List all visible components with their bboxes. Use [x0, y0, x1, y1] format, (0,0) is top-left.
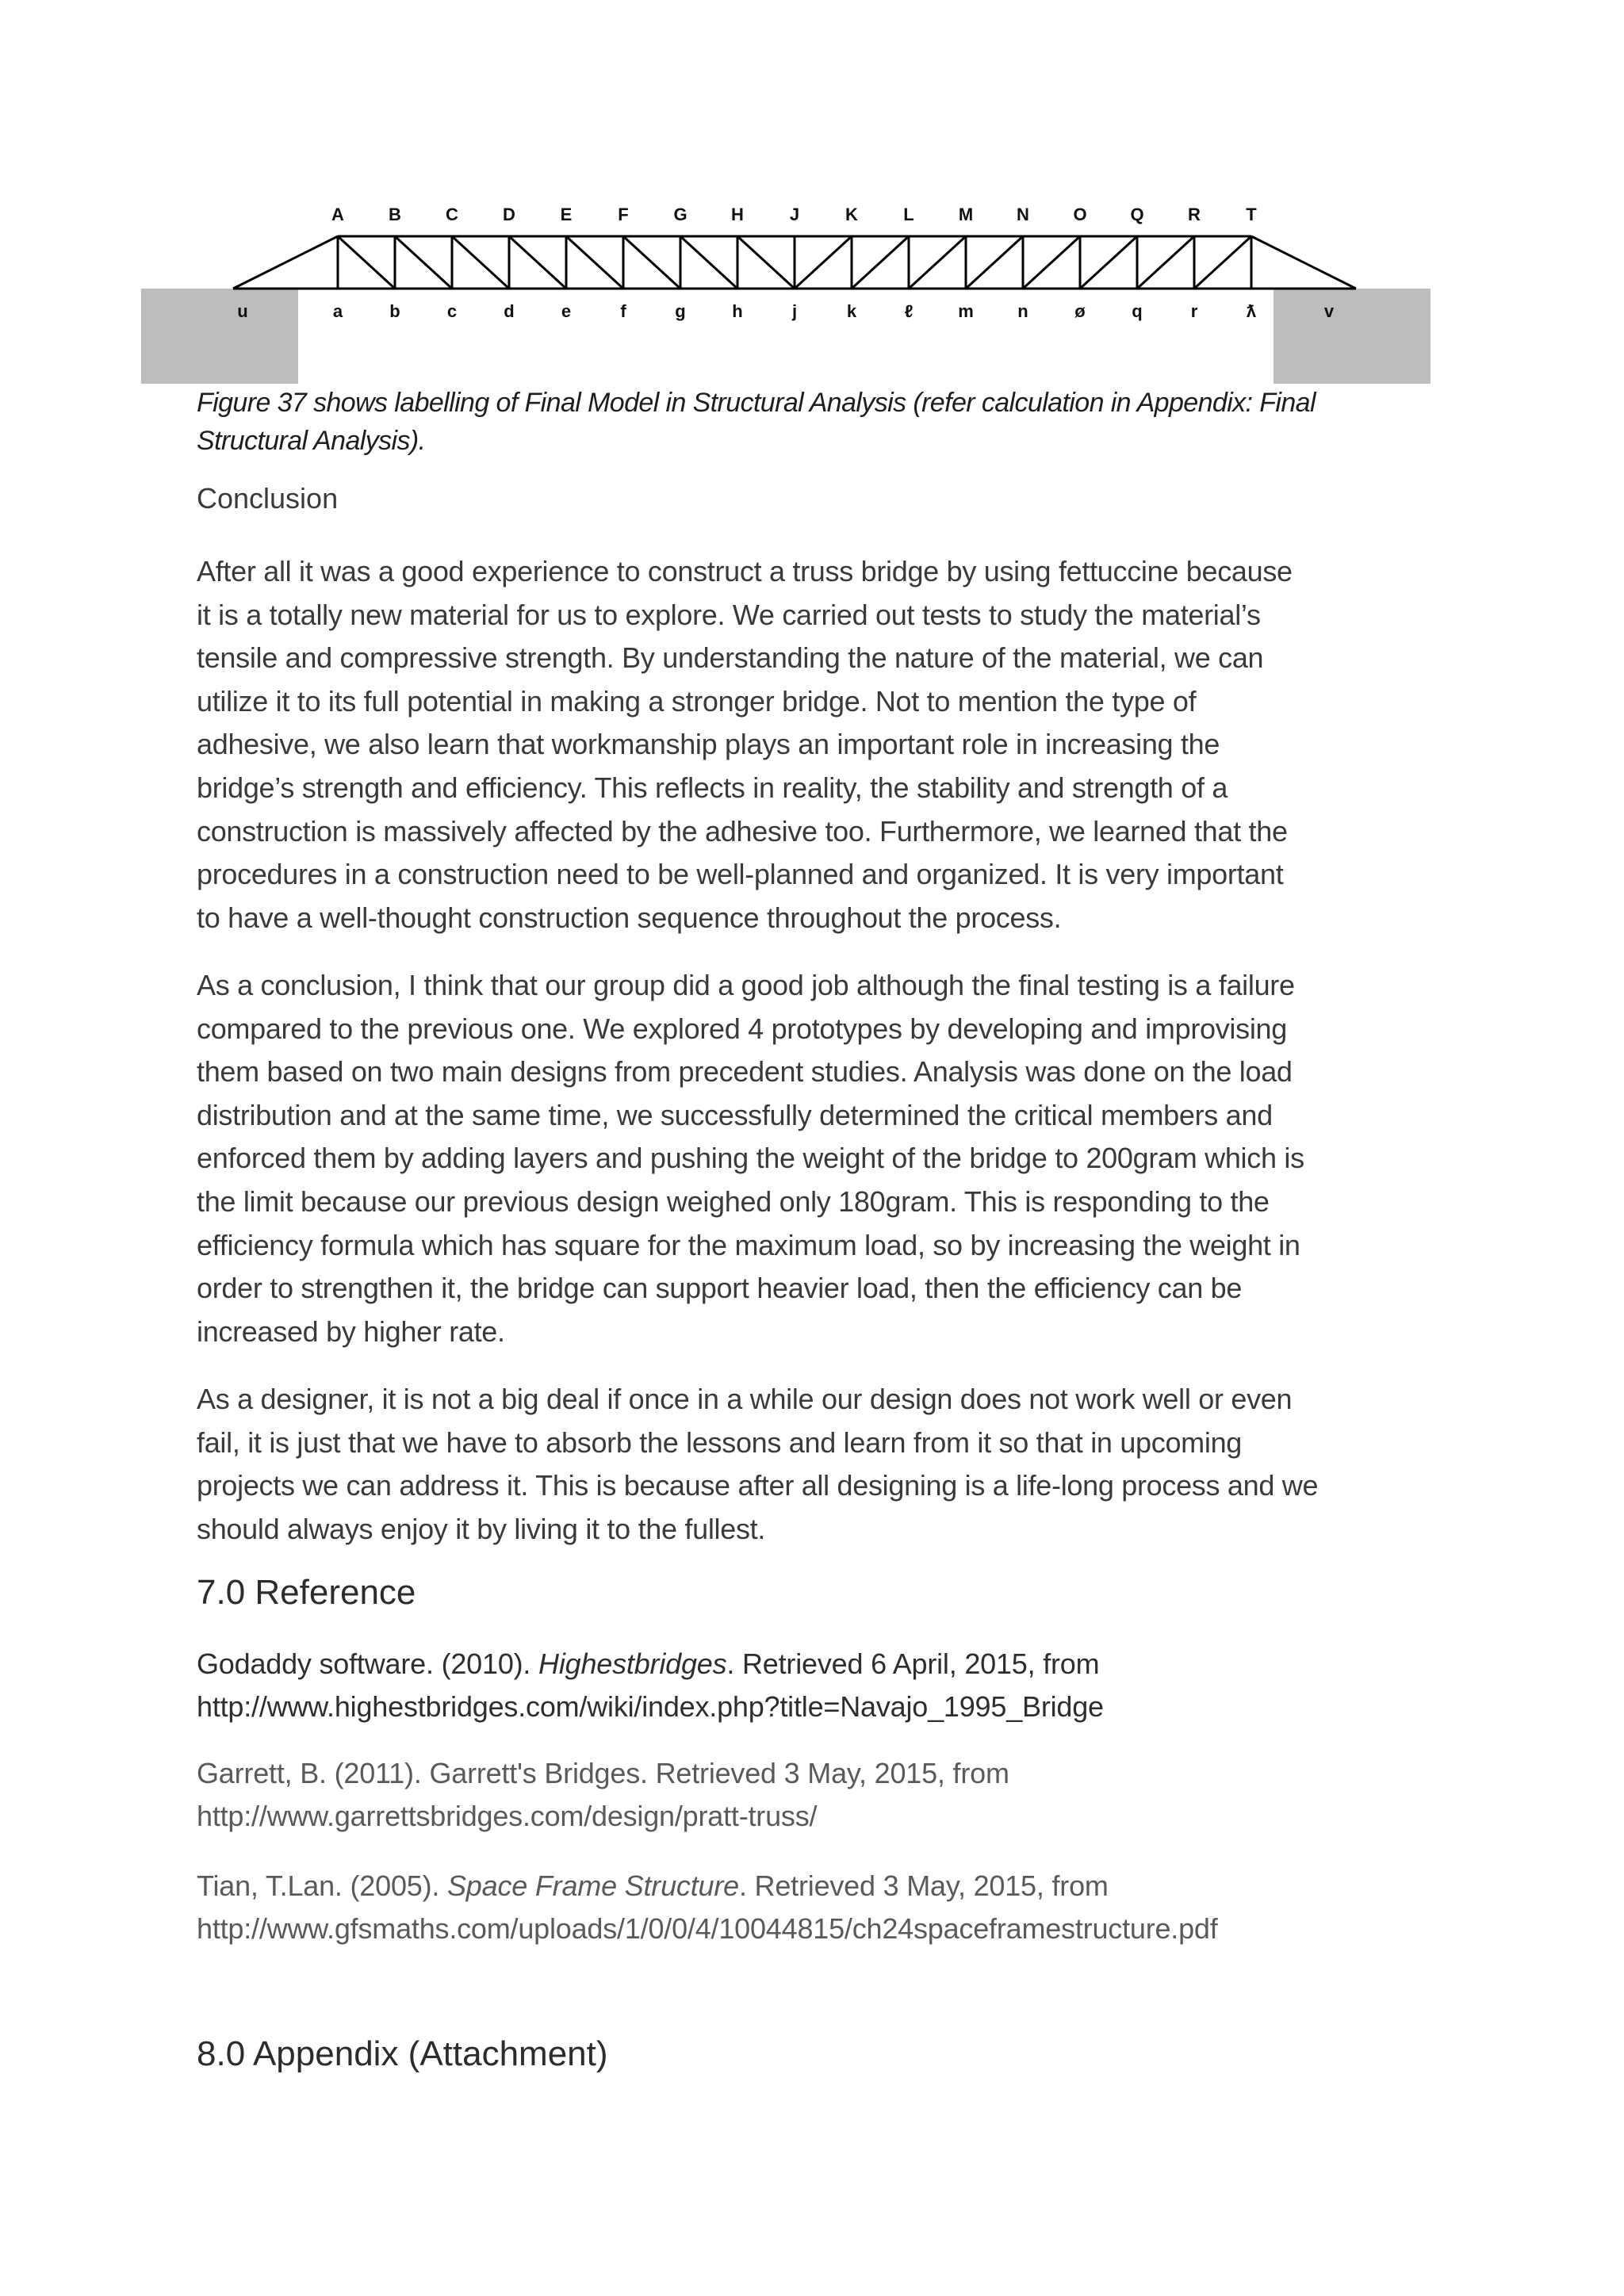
top-node-label: E	[560, 205, 573, 224]
bottom-node-label: h	[732, 301, 743, 321]
bottom-node-label: ƛ	[1246, 301, 1257, 321]
bottom-node-label: q	[1132, 301, 1143, 321]
caption-line-1: Figure 37 shows labelling of Final Model in Structural Analysis (refer calculation in Appendix: Final	[197, 388, 1316, 418]
diagonal-member	[1194, 236, 1251, 289]
diagonal-member	[452, 236, 509, 289]
bottom-node-label: v	[1323, 301, 1335, 321]
diagonal-member	[966, 236, 1023, 289]
bottom-node-label: k	[846, 301, 857, 321]
paragraph-line: them based on two main designs from precedent studies. Analysis was done on the load	[197, 1055, 1293, 1089]
reference-url: http://www.garrettsbridges.com/design/pratt-truss/	[197, 1800, 818, 1832]
diagonal-member	[795, 236, 852, 289]
reference-retrieved: . Retrieved 6 April, 2015, from	[726, 1647, 1100, 1680]
paragraph-line: compared to the previous one. We explored 4 prototypes by developing and improvising	[197, 1012, 1287, 1045]
paragraph-line: to have a well-thought construction sequence throughout the process.	[197, 901, 1062, 934]
paragraph-line: distribution and at the same time, we successfully determined the critical members and	[197, 1098, 1273, 1131]
paragraph-line: enforced them by adding layers and pushing the weight of the bridge to 200gram which is	[197, 1142, 1304, 1175]
reference-url: http://www.gfsmaths.com/uploads/1/0/0/4/10044815/ch24spaceframestructure.pdf	[197, 1912, 1218, 1945]
bottom-node-label: e	[561, 301, 572, 321]
top-node-label: G	[673, 205, 688, 224]
truss-diagram	[141, 190, 1431, 387]
top-node-label: M	[958, 205, 974, 224]
top-node-label: T	[1246, 205, 1257, 224]
paragraph-line: utilize it to its full potential in making a stronger bridge. Not to mention the type of	[197, 684, 1197, 718]
diagonal-member	[509, 236, 566, 289]
paragraph-line: order to strengthen it, the bridge can support heavier load, then the efficiency can be	[197, 1272, 1243, 1305]
bottom-node-label: g	[675, 301, 686, 321]
top-node-label: J	[789, 205, 800, 224]
bottom-node-label: b	[389, 301, 400, 321]
top-node-label: N	[1017, 205, 1029, 224]
paragraph-line: bridge’s strength and efficiency. This reflects in reality, the stability and strength of a	[197, 771, 1228, 804]
diagonal-member	[1080, 236, 1137, 289]
bottom-node-label: f	[620, 301, 626, 321]
top-node-label: L	[903, 205, 914, 224]
paragraph-3	[197, 1378, 1418, 1551]
reference-author: Garrett, B. (2011). Garrett's Bridges. Retrieved 3 May, 2015, from	[197, 1757, 1009, 1789]
paragraph-line: efficiency formula which has square for the maximum load, so by increasing the weight in	[197, 1228, 1300, 1261]
top-node-label: Q	[1130, 205, 1144, 224]
top-node-label: H	[731, 205, 744, 224]
top-node-label: R	[1188, 205, 1201, 224]
diagonal-member	[1137, 236, 1194, 289]
reference-title: Highestbridges	[538, 1647, 727, 1680]
reference-title: Space Frame Structure	[447, 1869, 739, 1902]
bottom-node-label: ø	[1074, 301, 1086, 321]
bottom-node-label: j	[791, 301, 798, 321]
paragraph-line: procedures in a construction need to be well-planned and organized. It is very important	[197, 858, 1284, 891]
left-support	[141, 289, 298, 384]
paragraph-2	[197, 964, 1418, 1353]
top-node-label: A	[331, 205, 344, 224]
paragraph-line: should always enjoy it by living it to the fullest.	[197, 1512, 766, 1545]
paragraph-line: As a conclusion, I think that our group did a good job although the final testing is a failure	[197, 969, 1295, 1001]
reference-item	[197, 1752, 1434, 1838]
bottom-node-label: m	[958, 301, 974, 321]
conclusion-heading: Conclusion	[197, 482, 339, 515]
reference-item	[197, 1643, 1434, 1728]
truss-figure	[141, 190, 1431, 387]
bottom-node-label: ℓ	[904, 301, 914, 321]
paragraph-line: construction is massively affected by the adhesive too. Furthermore, we learned that the	[197, 814, 1288, 848]
paragraph-line: As a designer, it is not a big deal if once in a while our design does not work well or even	[197, 1383, 1293, 1415]
top-node-label: B	[389, 205, 401, 224]
diagonal-member	[909, 236, 966, 289]
diagonal-member	[852, 236, 909, 289]
bottom-node-label: r	[1190, 301, 1198, 321]
right-support	[1274, 289, 1431, 384]
top-node-label: K	[845, 205, 858, 224]
reference-item	[197, 1865, 1434, 1950]
diagonal-member	[338, 236, 395, 289]
appendix-heading: 8.0 Appendix (Attachment)	[197, 2034, 608, 2073]
top-node-label: F	[618, 205, 629, 224]
paragraph-line: projects we can address it. This is because after all designing is a life-long process and we	[197, 1469, 1319, 1502]
reference-url: http://www.highestbridges.com/wiki/index.php?title=Navajo_1995_Bridge	[197, 1690, 1104, 1723]
top-node-label: O	[1073, 205, 1087, 224]
top-node-label: C	[446, 205, 458, 224]
bottom-node-label: c	[446, 301, 458, 321]
diagonal-member	[737, 236, 795, 289]
paragraph-line: tensile and compressive strength. By understanding the nature of the material, we can	[197, 641, 1264, 675]
paragraph-line: it is a totally new material for us to explore. We carried out tests to study the material’s	[197, 598, 1261, 631]
caption-line-2: Structural Analysis).	[197, 426, 426, 456]
diagonal-member	[623, 236, 680, 289]
diagonal-member	[566, 236, 623, 289]
bottom-node-label: d	[504, 301, 515, 321]
end-diagonal-left	[233, 236, 338, 289]
diagonal-member	[680, 236, 737, 289]
reference-retrieved: . Retrieved 3 May, 2015, from	[738, 1869, 1109, 1902]
paragraph-line: adhesive, we also learn that workmanship plays an important role in increasing the	[197, 728, 1220, 761]
reference-heading: 7.0 Reference	[197, 1573, 416, 1612]
figure-caption	[197, 384, 1434, 460]
diagonal-member	[395, 236, 452, 289]
reference-author: Tian, T.Lan. (2005).	[197, 1869, 447, 1902]
end-diagonal-right	[1251, 236, 1356, 289]
reference-author: Godaddy software. (2010).	[197, 1647, 539, 1680]
bottom-node-label: a	[332, 301, 343, 321]
paragraph-line: fail, it is just that we have to absorb the lessons and learn from it so that in upcoming	[197, 1425, 1243, 1459]
diagonal-member	[1023, 236, 1080, 289]
paragraph-line: the limit because our previous design weighed only 180gram. This is responding to the	[197, 1184, 1270, 1218]
top-node-label: D	[503, 205, 515, 224]
bottom-node-label: u	[237, 301, 248, 321]
paragraph-1	[197, 550, 1418, 939]
paragraph-line: After all it was a good experience to construct a truss bridge by using fettuccine because	[197, 555, 1293, 587]
bottom-node-label: n	[1017, 301, 1028, 321]
paragraph-line: increased by higher rate.	[197, 1314, 505, 1348]
